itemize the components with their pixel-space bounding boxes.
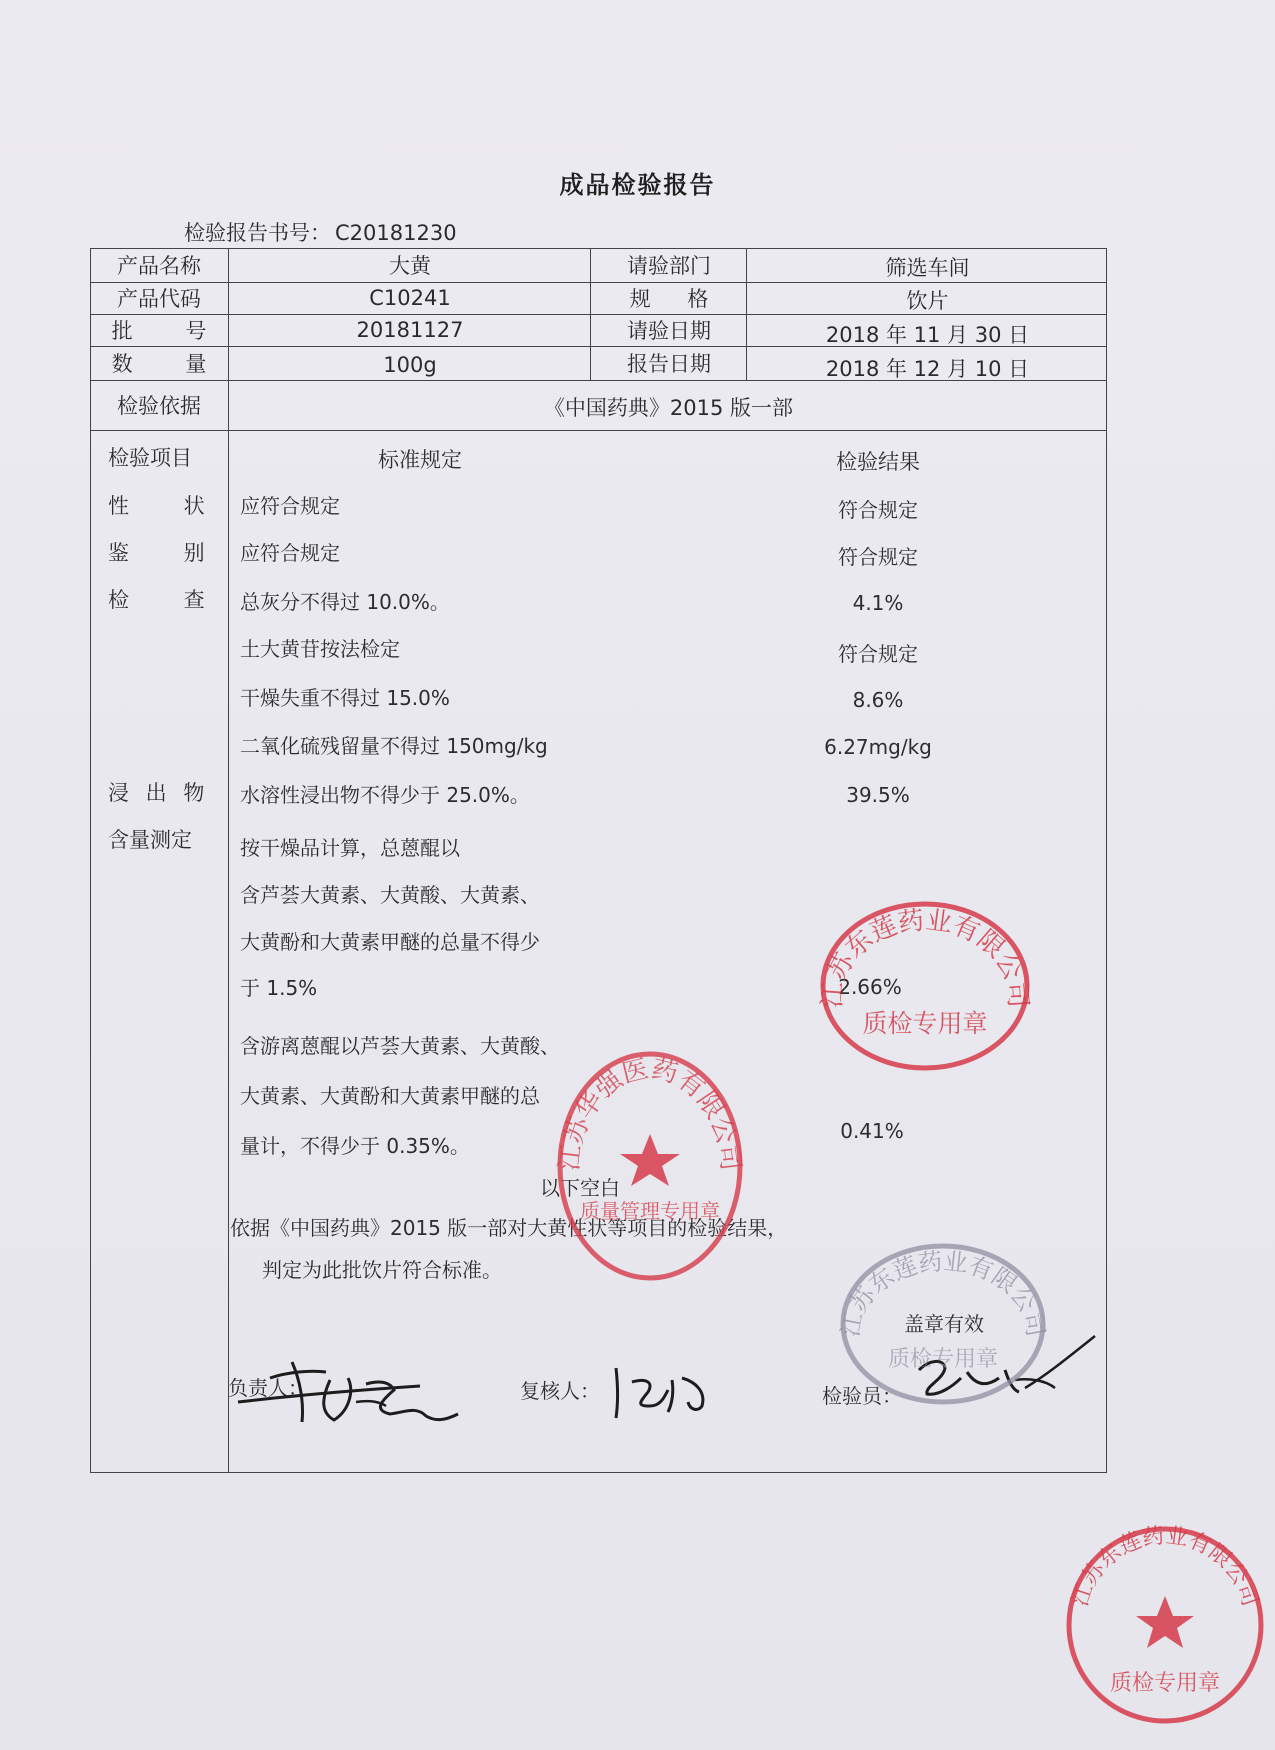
assay-total-line: 含芦荟大黄素、大黄酸、大黄素、 (240, 883, 540, 907)
assay-label: 含量测定 (108, 828, 192, 852)
responsible-signature (230, 1350, 480, 1430)
table-rule (228, 248, 229, 1473)
assay-total-line: 于 1.5% (240, 976, 318, 1000)
assay-total-result: 2.66% (838, 975, 902, 999)
document-title: 成品检验报告 (559, 171, 716, 199)
batch-label: 批 号 (111, 319, 207, 343)
item-result: 39.5% (846, 783, 910, 807)
item-standard: 总灰分不得过 10.0%。 (240, 590, 450, 614)
assay-free-line: 含游离蒽醌以芦荟大黄素、大黄酸、 (240, 1034, 560, 1058)
spec: 饮片 (906, 289, 949, 313)
item-label: 性 状 (108, 494, 205, 518)
request-date: 2018 年 11 月 30 日 (825, 323, 1030, 347)
report-date: 2018 年 12 月 10 日 (825, 357, 1030, 381)
svg-text:江苏东莲药业有限公司 (836, 1247, 1050, 1339)
reviewer-signature (610, 1362, 720, 1422)
corner-stamp (1060, 1520, 1270, 1730)
product-code-label: 产品代码 (117, 287, 201, 311)
stamp-text: 江苏东莲药业有限公司 (817, 905, 1033, 1009)
assay-free-line: 量计，不得少于 0.35%。 (240, 1134, 470, 1158)
stamp-text: 江苏华强医药有限公司 (554, 1054, 746, 1173)
report-date-label: 报告日期 (627, 352, 711, 376)
svg-text:江苏东莲药业有限公司 (817, 906, 1032, 1009)
item-result: 8.6% (852, 688, 904, 712)
product-name-label: 产品名称 (117, 254, 201, 278)
product-name: 大黄 (389, 254, 431, 278)
batch-number: 20181127 (356, 318, 464, 342)
item-standard: 应符合规定 (240, 494, 340, 518)
item-column-header: 检验项目 (108, 446, 192, 470)
stamp-subtext: 质量管理专用章 (580, 1199, 720, 1223)
assay-total-line: 按干燥品计算，总蒽醌以 (240, 836, 460, 860)
item-result: 6.27mg/kg (824, 735, 932, 759)
item-standard: 应符合规定 (240, 541, 340, 565)
faded-company-stamp (832, 1238, 1054, 1408)
blank-note: 以下空白 (540, 1176, 620, 1200)
buyer-qa-stamp (550, 1048, 750, 1288)
assay-free-line: 大黄素、大黄酚和大黄素甲醚的总 (240, 1084, 540, 1108)
quantity-label: 数 量 (111, 352, 207, 376)
item-result: 符合规定 (838, 498, 918, 522)
conclusion-line: 判定为此批饮片符合标准。 (262, 1258, 502, 1282)
table-rule (590, 248, 591, 380)
basis-label: 检验依据 (117, 394, 201, 418)
conclusion-line: 依据《中国药典》2015 版一部对大黄性状等项目的检验结果， (230, 1216, 788, 1240)
assay-total-line: 大黄酚和大黄素甲醚的总量不得少 (240, 930, 540, 954)
inspector-label: 检验员： (822, 1384, 902, 1408)
item-standard: 土大黄苷按法检定 (240, 637, 400, 661)
responsible-label: 负责人： (228, 1376, 308, 1400)
standard-column-header: 标准规定 (378, 448, 462, 472)
item-label: 检 查 (108, 588, 205, 612)
item-label: 浸 出 物 (108, 781, 205, 805)
item-result: 4.1% (852, 591, 904, 615)
request-dept-label: 请验部门 (627, 254, 711, 278)
basis: 《中国药典》2015 版一部 (543, 396, 794, 420)
item-result: 符合规定 (838, 545, 918, 569)
report-number (180, 217, 457, 247)
table-rule (746, 248, 747, 380)
stamp-subtext: 质检专用章 (887, 1347, 999, 1372)
result-column-header: 检验结果 (836, 450, 920, 474)
seal-valid-note: 盖章有效 (904, 1312, 984, 1336)
reviewer-label: 复核人： (520, 1379, 600, 1403)
company-qc-stamp (812, 892, 1038, 1072)
assay-free-result: 0.41% (840, 1119, 904, 1143)
star-icon (620, 1134, 680, 1186)
request-dept: 筛选车间 (885, 256, 970, 280)
item-standard: 二氧化硫残留量不得过 150mg/kg (240, 734, 548, 758)
item-standard: 干燥失重不得过 15.0% (240, 686, 450, 710)
product-code: C10241 (369, 286, 451, 310)
star-icon (1136, 1596, 1194, 1648)
item-label: 鉴 别 (108, 541, 205, 565)
report-number-label: 检验报告书号： (184, 221, 331, 245)
item-standard: 水溶性浸出物不得少于 25.0%。 (240, 783, 530, 807)
stamp-subtext: 质检专用章 (1109, 1671, 1221, 1696)
stamp-text: 江苏东莲药业有限公司 (1067, 1523, 1263, 1610)
stamp-subtext: 质检专用章 (862, 1009, 988, 1038)
spec-label: 规 格 (629, 287, 709, 311)
quantity: 100g (383, 353, 437, 377)
report-number-value: C20181230 (335, 221, 457, 245)
stamp-text: 江苏东莲药业有限公司 (836, 1247, 1050, 1339)
request-date-label: 请验日期 (627, 319, 711, 343)
item-result: 符合规定 (838, 642, 918, 666)
